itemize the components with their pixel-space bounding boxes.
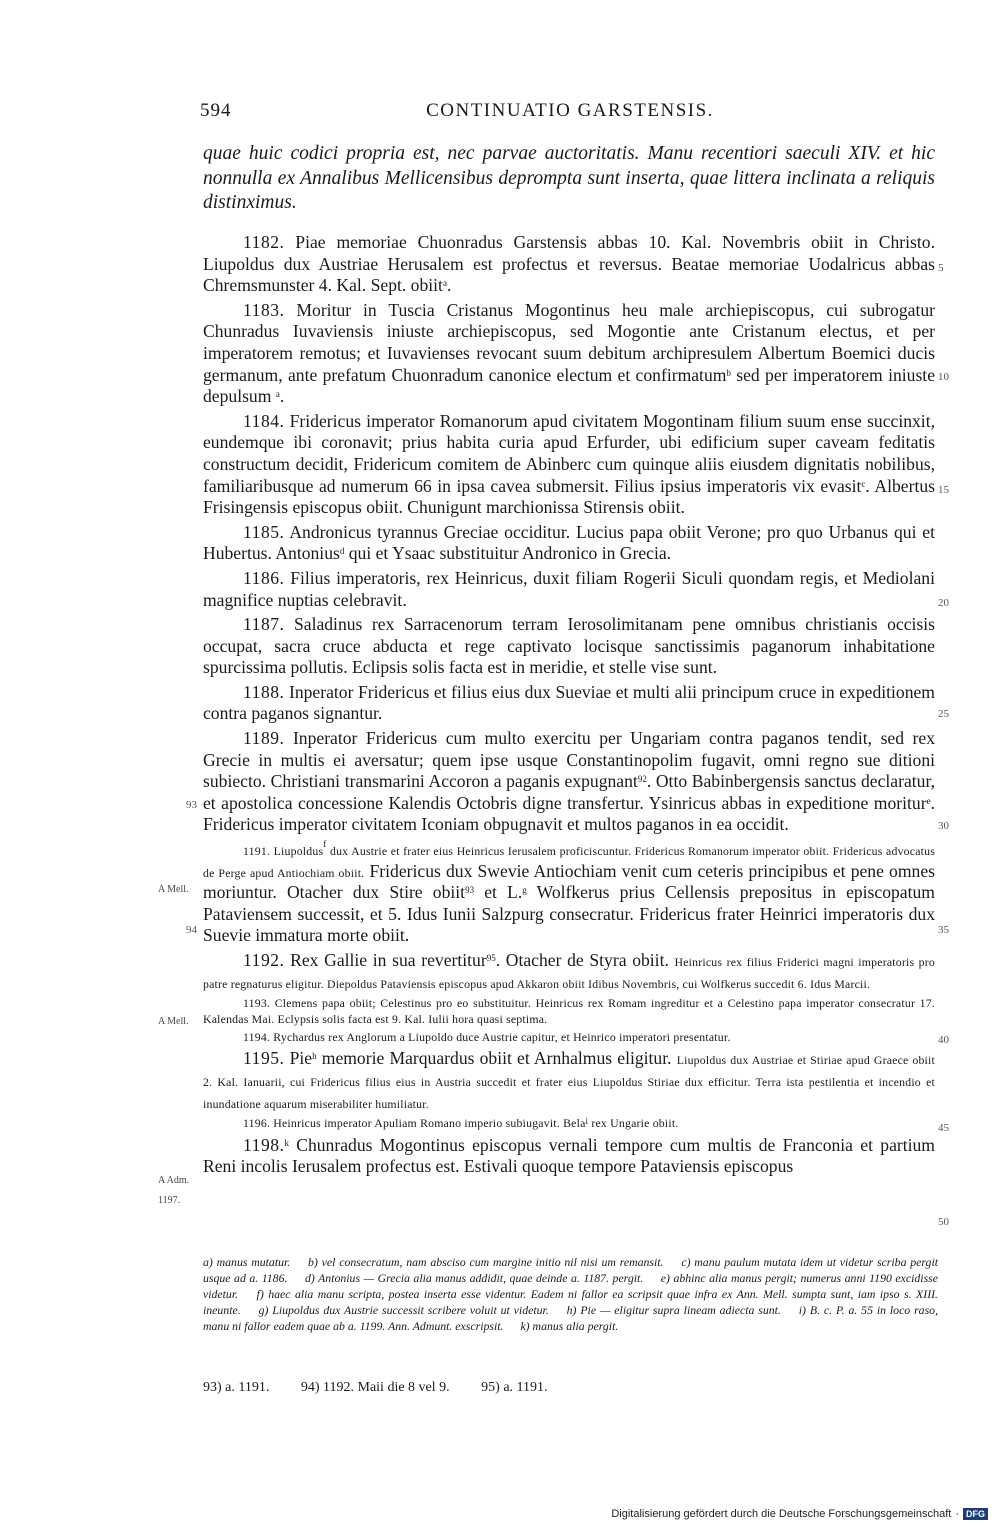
footnote-b: b) vel consecratum, nam absciso cum margine initio nil nisi um remansit.	[308, 1255, 664, 1269]
digitization-credit: Digitalisierung gefördert durch die Deutsche Forschungsgemeinschaft · DFG	[611, 1508, 988, 1520]
entry-1198: 1198.$^k$ Chunradus Mogontinus episcopus vernali tempore cum multis de Franconia et partium Reni incolis Ierusalem profectus est. Estivali quoque tempore Pataviensis episcopus	[203, 1134, 935, 1177]
entry-1191: 1191. Liupoldus$^f$ dux Austrie et frater eius Heinricus Ierusalem proficiscuntur. Fridericus Romanorum imperator obiit. Fridericus advocatus de Perge apud Antiochiam obiit. Fridericus dux Swevie Antiochiam venit cum ceteris principibus et pene omnes moriuntur. Otacher dux Stire obiit$^{93}$ et L.$^g$ Wolfkerus prius Cellensis prepositus in episcopatum Pataviensem successit, et 5. Idus Iunii Salzpurg consecratur. Fridericus frater Heinrici imperatoris dux Suevie immatura morte obiit.	[203, 839, 936, 946]
entry-1182: 1182. Piae memoriae Chuonradus Garstensis abbas 10. Kal. Novembris obiit in Christo. Liupoldus dux Austriae Herusalem est profectus et reversus. Beatae memoriae Uodalricus abbas Chremsmunster 4. Kal. Sept. obiit$^a$.	[203, 232, 935, 296]
margin-note-1191: A Mell.	[158, 884, 189, 895]
margin-note-1196: A Adm.	[158, 1175, 190, 1186]
intro-paragraph: quae huic codici propria est, nec parvae auctoritatis. Manu recentiori saeculi XIV. et hic nonnulla ex Annalibus Mellicensibus deprompta sunt inserta, quae littera inclinata a reliquis distinximus.	[203, 143, 935, 213]
entry-1192: 1192. Rex Gallie in sua revertitur$^{95}$. Otacher de Styra obiit. Heinricus rex filius Friderici magni imperatoris pro patre regnaturus eligitur. Diepoldus Pataviensis episcopus apud Akkaron obiit Idibus Novembris, cui Wolfkerus succedit 6. Idus Marcii.	[203, 950, 935, 991]
credit-text: Digitalisierung gefördert durch die Deutsche Forschungsgemeinschaft	[611, 1508, 952, 1520]
footnote-e: e) abhinc alia manus pergit; numerus anni 1190 excidisse videtur.	[203, 1271, 938, 1301]
page-header	[200, 100, 940, 130]
line-number-35: 35	[938, 924, 949, 936]
dfg-logo-icon: DFG	[963, 1508, 988, 1520]
main-text	[203, 232, 935, 1181]
entry-1184: 1184. Fridericus imperator Romanorum apud civitatem Mogontinam filium suum ense succinxit, eundemque ibi coronavit; prius habita curia apud Erfurder, ubi edificium super caveam feditatis constructum decidit, Fridericum comitem de Abinberc cum quinque aliis eiusdem dignitatis nobilibus, familiaribusque ad numerum 66 in ipsa cavea submersit. Filius ipsius imperatoris vix evasit$^c$. Albertus Frisingensis episcopus obiit. Chunigunt marchionissa Stirensis obiit.	[203, 410, 935, 518]
entry-1193: 1193. Clemens papa obiit; Celestinus pro eo substituitur. Heinricus rex Romam ingreditur et a Celestino papa imperator consecratur 17. Kalendas Mai. Eclypsis solis facta est 9. Kal. Iulii hora quasi septima.	[203, 996, 935, 1026]
footnote-c: c) manu paulum mutata idem ut videtur scriba pergit usque ad a. 1186.	[203, 1255, 939, 1285]
line-number-30: 30	[938, 820, 949, 832]
footnote-g: g) Liupoldus dux Austrie successit scribere voluit ut videtur.	[258, 1303, 549, 1317]
line-number-15: 15	[938, 484, 949, 496]
footnote-ref-94: 94	[186, 924, 197, 936]
line-number-40: 40	[938, 1034, 949, 1046]
line-number-5: 5	[938, 262, 944, 274]
line-number-50: 50	[938, 1216, 949, 1228]
entry-1185: 1185. Andronicus tyrannus Greciae occiditur. Lucius papa obiit Verone; pro quo Urbanus qui et Hubertus. Antonius$^d$ qui et Ysaac substituitur Andronico in Grecia.	[203, 521, 935, 564]
entry-1183: 1183. Moritur in Tuscia Cristanus Mogontinus heu male archiepiscopus, cui subrogatur Chunradus Iuvaviensis iniuste archiepiscopus, sed Mogontie ante Cristanum electus, et per imperatorem remotus; et Iuvavienses revocant suum debitum archipresulem Albertum Boemici ducis germanum, ante prefatum Chuonradum canonice electum et confirmatum$^b$ sed per imperatorem iniuste depulsum $^a$.	[203, 299, 935, 407]
entry-1186: 1186. Filius imperatoris, rex Heinricus, duxit filiam Rogerii Siculi quondam regis, et Mediolani magnifice nuptias celebravit.	[203, 567, 935, 610]
entry-1187: 1187. Saladinus rex Sarracenorum terram Ierosolimitanam pene omnibus christianis occisis occupat, sacra cruce abducta et rege captivato locisque sanctissimis paganorum inhabitatione spurcissima pollutis. Eclipsis solis facta est in meridie, et stelle vise sunt.	[203, 614, 935, 678]
footnote-f: f) haec alia manu scripta, postea inserta esse videntur. Eadem ni fallor ea scripsit quae infra ex Ann. Mell. sumpta sunt, iam ipso s. XIII. ineunte.	[203, 1287, 938, 1317]
footnote-i: i) B. c. P. a. 55 in loco raso, manu ni fallor eadem quae ab a. 1199. Ann. Admunt. exscripsit.	[203, 1303, 939, 1333]
footnote-d: d) Antonius — Grecia alia manus addidit, quae deinde a. 1187. pergit.	[304, 1271, 644, 1285]
page-number: 594	[200, 100, 232, 121]
note-93: 93) a. 1191.	[203, 1380, 270, 1395]
numbered-notes	[203, 1380, 938, 1396]
note-94: 94) 1192. Maii die 8 vel 9.	[300, 1380, 450, 1395]
entry-1195: 1195. Pie$^h$ memorie Marquardus obiit et Arnhalmus eligitur. Liupoldus dux Austriae et Stiriae apud Graece obiit 2. Kal. Ianuarii, cui Fridericus filius eius in Austria succedit et frater eius Liupoldus Stiriae dux efficitur. Terra ista pestilentia et incendio et inundatione aquarum miserabiliter humiliatur.	[203, 1048, 935, 1111]
footnote-ref-93: 93	[186, 799, 197, 811]
footnote-a: a) manus mutatur.	[203, 1255, 291, 1269]
note-95: 95) a. 1191.	[481, 1380, 548, 1395]
running-title: CONTINUATIO GARSTENSIS.	[426, 100, 714, 121]
footnote-h: h) Pie — eligitur supra lineam adiecta sunt.	[566, 1303, 781, 1317]
entry-1194: 1194. Rychardus rex Anglorum a Liupoldo duce Austrie capitur, et Heinrico imperatori presentatur.	[243, 1030, 731, 1044]
line-number-25: 25	[938, 708, 949, 720]
entry-1189: 1189. Inperator Fridericus cum multo exercitu per Ungariam contra paganos tendit, sed rex Grecie in multis ei aversatur; quem ipse usque Constantinopolim fugavit, omni regno sue ditioni subiecto. Christiani transmarini Accoron a paganis expugnant$^{92}$. Otto Babinbergensis sanctus declaratur, et apostolica concessione Kalendis Octobris digne transfertur. Ysinricus abbas in expeditione moritur$^e$. Fridericus imperator civitatem Iconiam obpugnavit et multos paganos in ea occidit.	[203, 728, 935, 835]
margin-note-1197: 1197.	[158, 1195, 181, 1206]
footnote-k: k) manus alia pergit.	[520, 1319, 619, 1333]
entry-1196: 1196. Heinricus imperator Apuliam Romano imperio subiugavit. Bela$^i$ rex Ungarie obiit.	[243, 1116, 679, 1131]
line-number-20: 20	[938, 597, 949, 609]
margin-note-1192: A Mell.	[158, 1016, 189, 1027]
line-number-45: 45	[938, 1122, 949, 1134]
entry-1188: 1188. Inperator Fridericus et filius eius dux Sueviae et multi alii principum cruce in expeditionem contra paganos signantur.	[203, 681, 935, 724]
footnotes	[203, 1254, 938, 1334]
line-number-10: 10	[938, 371, 949, 383]
